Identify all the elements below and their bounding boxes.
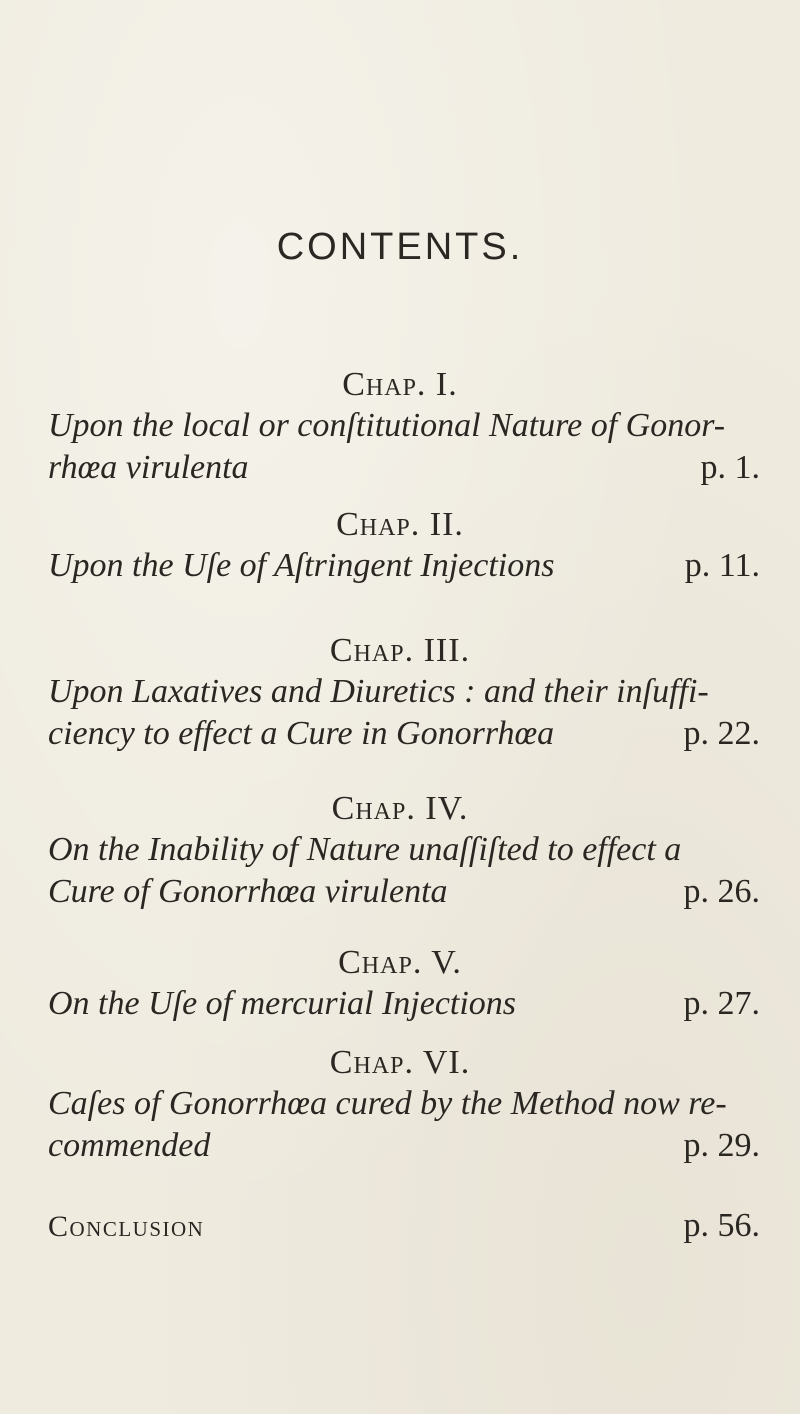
chapter-3-page-number: p. 22. xyxy=(683,715,760,752)
chapter-3-title-text-1: Upon Laxatives and Diuretics : and their inſuffi- xyxy=(48,673,709,710)
chapter-4-page-number: p. 26. xyxy=(683,873,760,910)
page-title: CONTENTS. xyxy=(276,226,524,268)
chapter-3-title-line-1 xyxy=(48,672,760,712)
chapter-6-title-line-2 xyxy=(48,1126,760,1166)
chapter-1-title-text-1: Upon the local or conſtitutional Nature of Gonor- xyxy=(48,407,726,444)
chapter-6-title-text-1: Caſes of Gonorrhœa cured by the Method now re- xyxy=(48,1085,727,1122)
chapter-1-title-text-2: rhœa virulenta xyxy=(48,449,249,486)
conclusion-label: Conclusion xyxy=(48,1210,205,1243)
chapter-5-title-text-1: On the Uſe of mercurial Injections xyxy=(48,985,517,1022)
chapter-2-title-text-1: Upon the Uſe of Aſtringent Injections xyxy=(48,547,555,584)
chapter-4-title-line-1 xyxy=(48,830,760,870)
chapter-1-title-line-2 xyxy=(48,448,760,488)
chapter-4-title-text-2: Cure of Gonorrhœa virulenta xyxy=(48,873,448,910)
chapter-2-heading: Chap. II. xyxy=(336,506,464,543)
chapter-4-heading: Chap. IV. xyxy=(331,790,469,827)
chapter-6-title-line-1 xyxy=(48,1084,760,1124)
chapter-2-page-number: p. 11. xyxy=(684,547,760,584)
chapter-5-page-number: p. 27. xyxy=(683,985,760,1022)
chapter-6-title-text-2: commended xyxy=(48,1127,211,1164)
chapter-4-title-line-2 xyxy=(48,872,760,912)
chapter-6-heading: Chap. VI. xyxy=(329,1044,471,1081)
conclusion-page-number: p. 56. xyxy=(683,1207,760,1244)
chapter-5-title-line-1 xyxy=(48,984,760,1024)
chapter-3-title-line-2 xyxy=(48,714,760,754)
chapter-2-title-line-1 xyxy=(48,546,760,586)
chapter-1-heading: Chap. I. xyxy=(342,366,458,403)
chapter-5-heading: Chap. V. xyxy=(338,944,462,981)
chapter-4-title-text-1: On the Inability of Nature unaſſiſted to effect a xyxy=(48,831,682,868)
chapter-1-page-number: p. 1. xyxy=(700,449,760,486)
chapter-1-title-line-1 xyxy=(48,406,760,446)
chapter-3-heading: Chap. III. xyxy=(329,632,471,669)
conclusion-line xyxy=(48,1206,760,1247)
chapter-6-page-number: p. 29. xyxy=(683,1127,760,1164)
chapter-3-title-text-2: ciency to effect a Cure in Gonorrhœa xyxy=(48,715,555,752)
